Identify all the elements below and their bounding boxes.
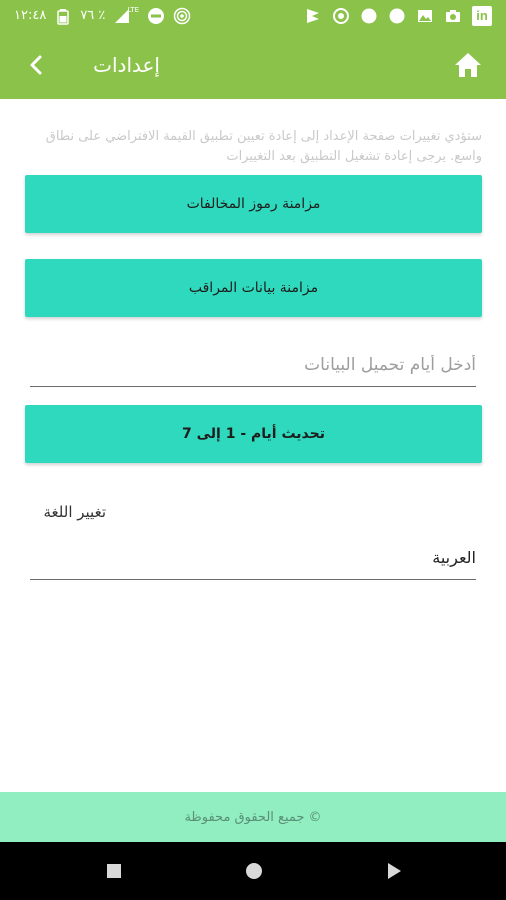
- page-title: إعدادات: [93, 53, 160, 77]
- dot-icon: [388, 7, 406, 25]
- language-select[interactable]: [30, 540, 476, 580]
- update-days-button[interactable]: تحديث أيام - 1 إلى 7: [25, 405, 482, 463]
- settings-info-text: ستؤدي تغييرات صفحة الإعداد إلى إعادة تعيين تطبيق القيمة الافتراضي على نطاق واسع. يرجى إعادة تشغيل التطبيق بعد التغييرات: [45, 129, 482, 164]
- image-icon: [416, 7, 434, 25]
- sync-observer-data-button[interactable]: مزامنة بيانات المراقب: [25, 259, 482, 317]
- footer: [0, 792, 506, 842]
- camera-icon: [444, 7, 462, 25]
- battery-icon: [54, 7, 72, 25]
- status-right: [304, 0, 492, 31]
- copyright-text: © جميع الحقوق محفوظة: [184, 809, 322, 825]
- chevron-left-icon: [28, 54, 44, 76]
- language-selected-value: العربية: [432, 548, 476, 567]
- app-bar: [0, 31, 506, 99]
- linkedin-icon: in: [472, 6, 492, 26]
- flipboard-icon: [304, 7, 322, 25]
- hotspot-icon: [173, 7, 191, 25]
- home-icon: [454, 52, 482, 78]
- dot-icon: [360, 7, 378, 25]
- days-input[interactable]: [30, 345, 476, 385]
- home-circle-icon[interactable]: [244, 861, 264, 881]
- recent-apps-icon[interactable]: [104, 861, 124, 881]
- back-triangle-icon[interactable]: [384, 861, 404, 881]
- dnd-icon: [147, 7, 165, 25]
- back-button[interactable]: [22, 49, 50, 81]
- days-input-field: [30, 345, 476, 387]
- record-icon: [332, 7, 350, 25]
- network-type: LTE: [127, 5, 140, 14]
- status-bar: [0, 0, 506, 31]
- status-left: [14, 0, 191, 31]
- language-label: تغيير اللغة: [43, 503, 106, 521]
- home-button[interactable]: [452, 49, 484, 81]
- clock: ١٢:٤٨: [14, 8, 47, 23]
- battery-percent: ٧٦ ٪: [80, 8, 106, 23]
- system-nav-bar: [0, 842, 506, 900]
- sync-violation-codes-button[interactable]: مزامنة رموز المخالفات: [25, 175, 482, 233]
